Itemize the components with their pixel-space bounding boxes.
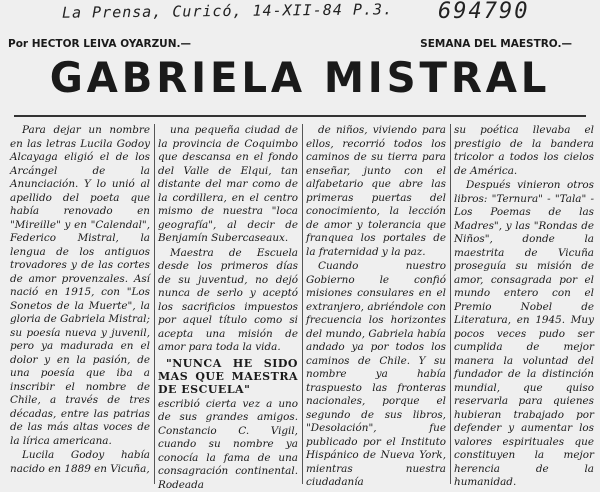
article-paragraph: su poética llevaba el prestigio de la bandera tricolor a todos los cielos de América. [454,124,594,178]
article-column-2 [158,124,298,484]
article-paragraph: Después vinieron otros libros: "Ternura" - "Tala" - Los Poemas de las Madres", y las "Rondas de Niños", donde la maestrita de Vicuña proseguía su misión de amor, consagrada por el mundo entero con el Premio Nobel de Literatura, en 1945. Muy pocos veces pudo ser cumplida de mejor manera la voluntad del fundador de la distinción mundial, que quiso reservarla para quienes hubieran trabajado por defender y aumentar los valores espirituales que constituyen la mejor herencia de la humanidad. [454,179,594,490]
article-paragraph: una pequeña ciudad de la provincia de Coquimbo que descansa en el fondo del Valle de Elqui, tan distante del mar como de la cordillera, en el centro mismo de nuestra "loca geografía", al decir de Benjamín Subercaseaux. [158,124,298,246]
article-body [10,124,596,484]
article-paragraph: Cuando nuestro Gobierno le confió misiones consulares en el extranjero, abriéndole con frecuencia los horizontes del mundo, Gabriela había andado ya por todos los caminos de Chile. Y su nombre ya había traspuesto las fronteras nacionales, porque el segundo de sus libros, "Desolación", fue publicado por el Instituto Hispánico de Nueva York, mientras nuestra ciudadanía [306,260,446,490]
article-column-1 [10,124,150,484]
headline-rule [14,115,586,117]
column-divider [154,124,155,484]
article-column-3 [306,124,446,484]
article-paragraph: Para dejar un nombre en las letras Lucila Godoy Alcayaga eligió el de los Arcángel de la Anunciación. Y lo unió al apellido del poeta que había renovado en "Mireille" y en "Calendal", Federico Mistral, la lengua de los antiguos trovadores y de las cortes de amor provenzales. Así nació en 1915, con "Los Sonetos de la Muerte", la gloria de Gabriela Mistral; su poesía nueva y juvenil, pero ya madurada en el dolor y en la pasión, de una poesía que iba a inscribir el nombre de Chile, a través de tres décadas, entre las patrias de las más altas voces de la lírica americana. [10,124,150,448]
article-column-4 [454,124,594,484]
pull-quote: "NUNCA HE SIDO MAS QUE MAESTRA DE ESCUELA" [158,357,298,396]
column-divider [450,124,451,484]
section-label: SEMANA DEL MAESTRO.— [420,38,572,50]
handwritten-source-note: La Prensa, Curicó, 14-XII-84 P.3. [62,0,393,21]
clipping-id-number: 694790 [438,0,529,24]
author-byline: Por HECTOR LEIVA OYARZUN.— [8,38,191,50]
article-paragraph: escribió cierta vez a uno de sus grandes amigos. Constancio C. Vigil, cuando su nombre ya conocía la fama de una consagración continental. Rodeada [158,398,298,492]
column-divider [302,124,303,484]
clipping-header [0,0,600,30]
article-headline: GABRIELA MISTRAL [12,54,588,102]
article-paragraph: Maestra de Escuela desde los primeros días de su juventud, no dejó nunca de serlo y aceptó los sacrificios impuestos por aquel título como si acepta una misión de amor para toda la vida. [158,247,298,355]
article-paragraph: de niños, viviendo para ellos, recorrió todos los caminos de su tierra para enseñar, junto con el alfabetario que abre las primeras puertas del conocimiento, la lección de amor y tolerancia que franquea los portales de la fraternidad y la paz. [306,124,446,259]
byline-row [0,38,600,54]
article-paragraph: Lucila Godoy había nacido en 1889 en Vicuña, [10,449,150,476]
